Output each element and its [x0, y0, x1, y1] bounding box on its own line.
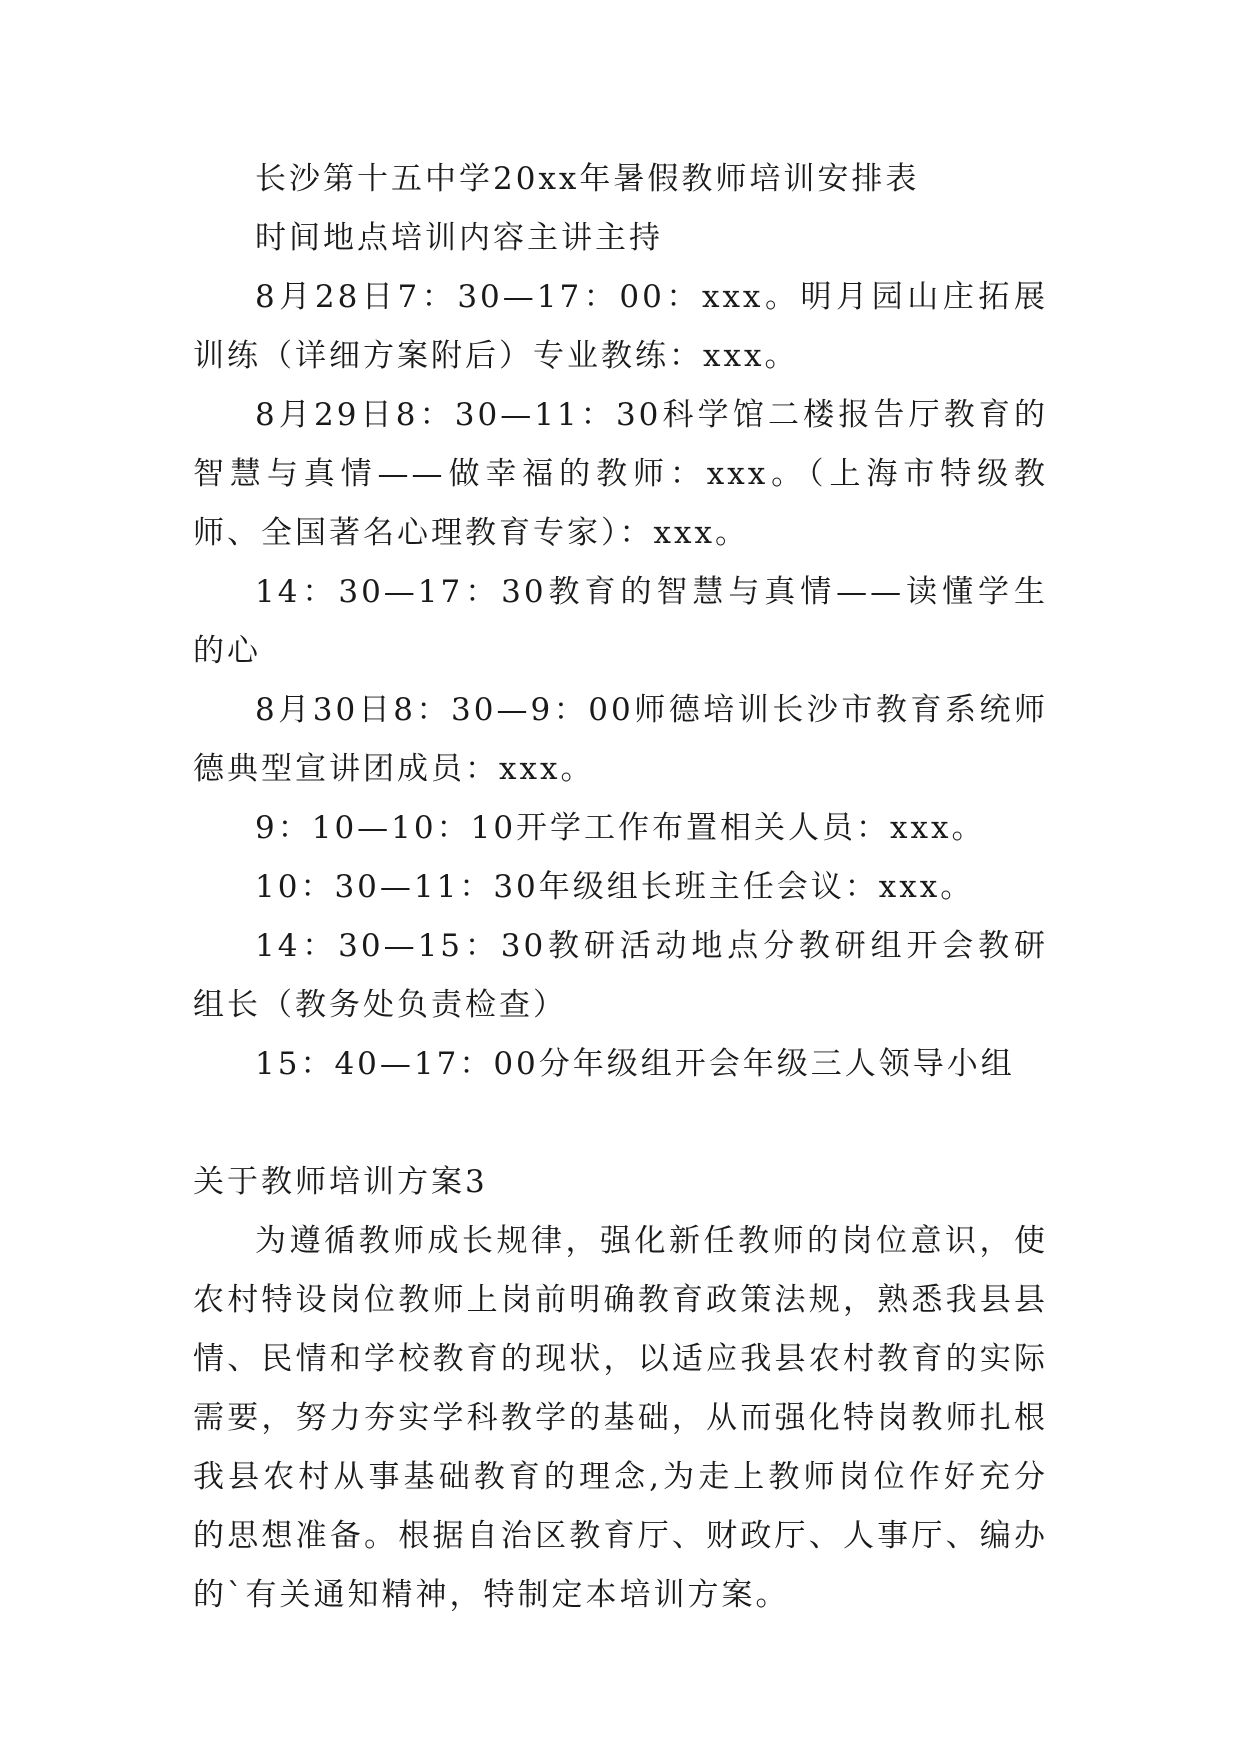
schedule-entry-aug29-afternoon: 14：30—17：30教育的智慧与真情——读懂学生的心 — [193, 574, 1048, 669]
schedule-entry-aug30-semester: 9：10—10：10开学工作布置相关人员：xxx。 — [255, 810, 986, 846]
schedule-entry-aug30-grade: 15：40—17：00分年级组开会年级三人领导小组 — [255, 1046, 1015, 1082]
schedule-title: 长沙第十五中学20xx年暑假教师培训安排表 — [255, 161, 920, 197]
section-spacer — [193, 1094, 1048, 1153]
section-heading: 关于教师培训方案3 — [193, 1164, 488, 1200]
schedule-entry-aug30-research: 14：30—15：30教研活动地点分教研组开会教研组长（教务处负责检查） — [193, 928, 1048, 1023]
document-page — [193, 150, 1048, 1625]
schedule-entry-aug28: 8月28日7：30—17：00：xxx。明月园山庄拓展训练（详细方案附后）专业教练：xxx。 — [193, 279, 1048, 374]
schedule-header-row: 时间地点培训内容主讲主持 — [255, 220, 663, 256]
schedule-entry-aug30-meeting: 10：30—11：30年级组长班主任会议：xxx。 — [255, 869, 975, 905]
schedule-entry-aug30-ethics: 8月30日8：30—9：00师德培训长沙市教育系统师德典型宣讲团成员：xxx。 — [193, 692, 1048, 787]
section-body-paragraph: 为遵循教师成长规律，强化新任教师的岗位意识，使农村特设岗位教师上岗前明确教育政策法规，熟悉我县县情、民情和学校教育的现状，以适应我县农村教育的实际需要，努力夯实学科教学的基础，从而强化特岗教师扎根我县农村从事基础教育的理念,为走上教师岗位作好充分的思想准备。根据自治区教育厅、财政厅、人事厅、编办的`有关通知精神，特制定本培训方案。 — [193, 1223, 1048, 1613]
schedule-entry-aug29-morning: 8月29日8：30—11：30科学馆二楼报告厅教育的智慧与真情——做幸福的教师：xxx。（上海市特级教师、全国著名心理教育专家）：xxx。 — [193, 397, 1048, 551]
